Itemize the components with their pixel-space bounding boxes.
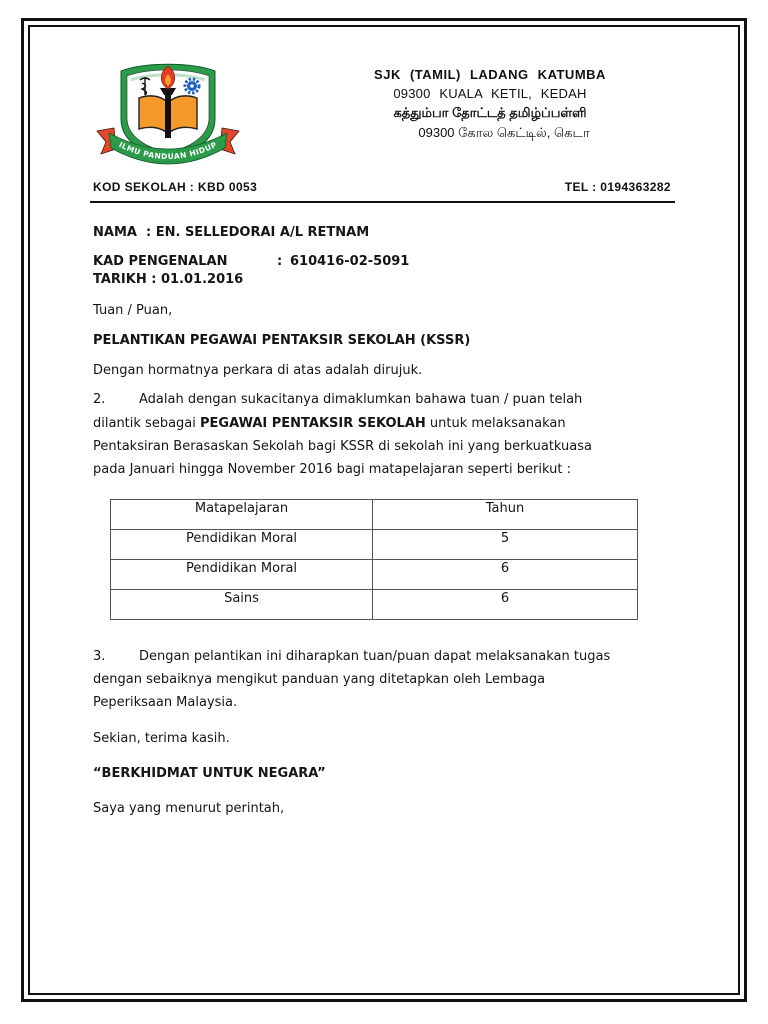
crest-book-left-page <box>139 96 166 132</box>
paragraph-3-number: 3. <box>93 649 106 664</box>
service-motto: “BERKHIDMAT UNTUK NEGARA” <box>93 766 326 781</box>
school-address-tamil: 09300 கோல கெட்டில், கெடா <box>418 125 590 140</box>
crest-book-right-page <box>170 96 197 132</box>
letter-subject: PELANTIKAN PEGAWAI PENTAKSIR SEKOLAH (KSSR) <box>93 333 471 348</box>
table-row <box>111 530 638 560</box>
crest-torch-handle <box>165 94 171 138</box>
table-row <box>111 590 638 620</box>
paragraph-2-line-2-end: untuk melaksanakan <box>425 416 566 431</box>
table-row <box>111 560 638 590</box>
column-header-subject: Matapelajaran <box>111 500 373 530</box>
recipient-name: NAMA : EN. SELLEDORAI A/L RETNAM <box>93 225 370 240</box>
ic-number: 610416-02-5091 <box>290 254 410 269</box>
year-cell: 6 <box>373 590 638 620</box>
paragraph-2-number: 2. <box>93 392 106 407</box>
school-crest-logo <box>95 61 241 167</box>
column-header-year: Tahun <box>373 500 638 530</box>
subject-cell: Sains <box>111 590 373 620</box>
school-name-tamil: கத்தும்பா தோட்டத் தமிழ்ப்பள்ளி <box>393 105 587 120</box>
paragraph-2-line-2 <box>93 416 566 432</box>
header-divider <box>90 201 675 203</box>
paragraph-2-line-2-start: dilantik sebagai <box>93 416 201 431</box>
school-name: SJK (TAMIL) LADANG KATUMBA <box>374 67 606 82</box>
school-telephone: TEL : 0194363282 <box>564 180 671 194</box>
paragraph-3-line-3: Peperiksaan Malaysia. <box>93 695 238 710</box>
reference-line: Dengan hormatnya perkara di atas adalah dirujuk. <box>93 363 423 378</box>
paragraph-2-line-1: Adalah dengan sukacitanya dimaklumkan bahawa tuan / puan telah <box>139 392 583 407</box>
school-code: KOD SEKOLAH : KBD 0053 <box>93 180 258 194</box>
crest-motto: ILMU PANDUAN HIDUP <box>117 139 219 162</box>
closing-line: Sekian, terima kasih. <box>93 731 230 746</box>
school-address: 09300 KUALA KETIL, KEDAH <box>393 86 587 101</box>
ic-separator: : <box>277 254 283 269</box>
subjects-table <box>110 499 638 620</box>
letter-date: TARIKH : 01.01.2016 <box>93 272 244 287</box>
table-header-row <box>111 500 638 530</box>
paragraph-3-line-1: Dengan pelantikan ini diharapkan tuan/puan dapat melaksanakan tugas <box>139 649 611 664</box>
salutation: Tuan / Puan, <box>93 303 173 318</box>
appointment-title: PEGAWAI PENTAKSIR SEKOLAH <box>200 416 426 431</box>
year-cell: 5 <box>373 530 638 560</box>
ic-label: KAD PENGENALAN <box>93 254 228 269</box>
paragraph-2-line-3: Pentaksiran Berasaskan Sekolah bagi KSSR di sekolah ini yang berkuatkuasa <box>93 439 592 454</box>
subject-cell: Pendidikan Moral <box>111 530 373 560</box>
subject-cell: Pendidikan Moral <box>111 560 373 590</box>
paragraph-2-line-4: pada Januari hingga November 2016 bagi matapelajaran seperti berikut : <box>93 462 571 477</box>
sign-off: Saya yang menurut perintah, <box>93 801 285 816</box>
paragraph-3-line-2: dengan sebaiknya mengikut panduan yang ditetapkan oleh Lembaga <box>93 672 546 687</box>
year-cell: 6 <box>373 560 638 590</box>
